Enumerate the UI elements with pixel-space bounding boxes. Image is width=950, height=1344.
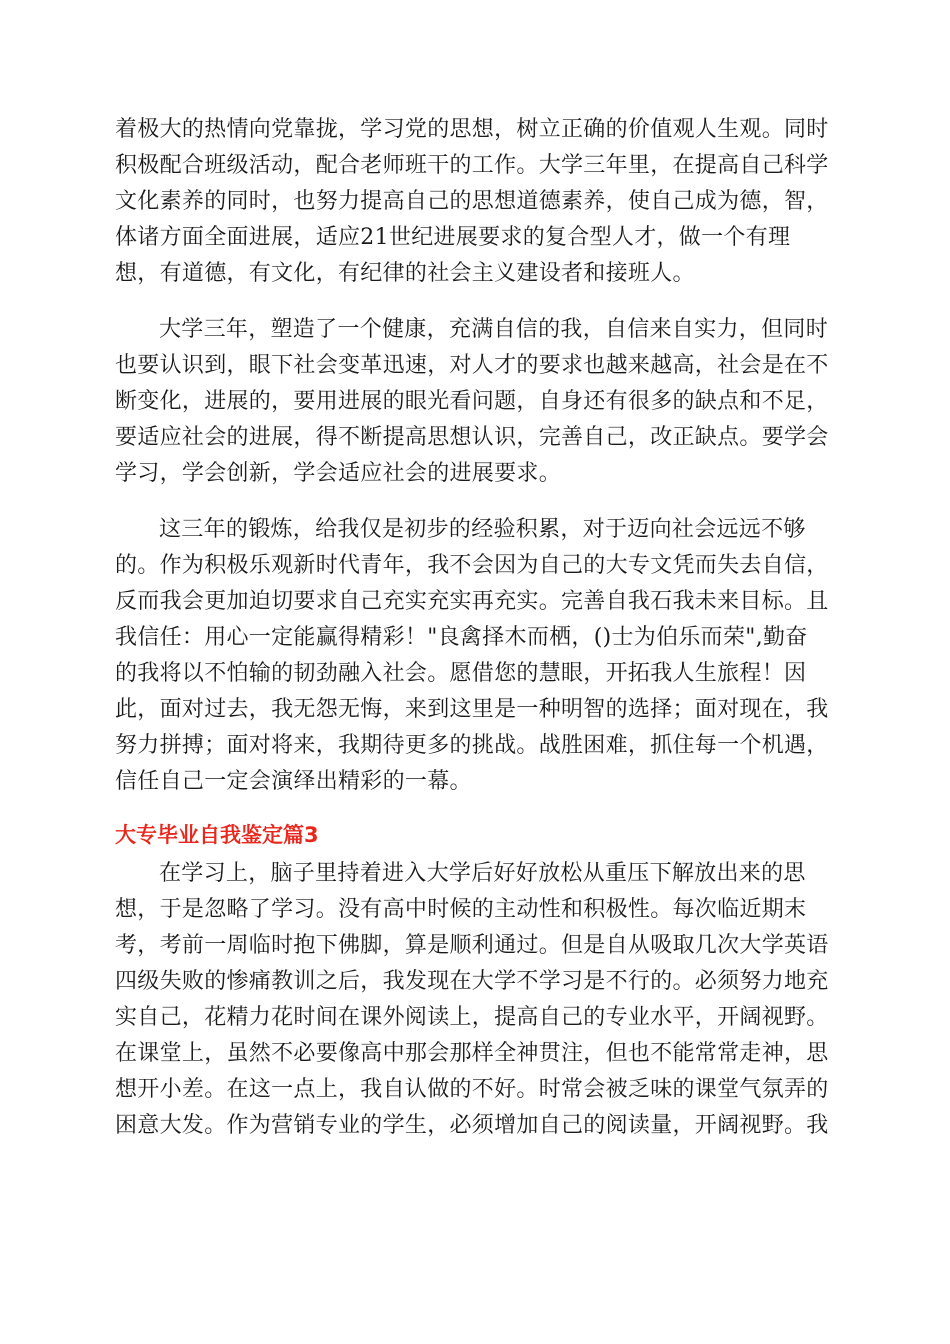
text-line: 在学习上，脑子里持着进入大学后好好放松从重压下解放出来的思 <box>159 861 806 886</box>
paragraph-4 <box>115 856 837 1144</box>
text-line: 的。作为积极乐观新时代青年，我不会因为自己的大专文凭而失去自信， <box>115 553 829 578</box>
text-line: 学习，学会创新，学会适应社会的进展要求。 <box>115 461 562 486</box>
text-line: 断变化，进展的，要用进展的眼光看问题，自身还有很多的缺点和不足， <box>115 389 829 414</box>
text-line: 信任自己一定会演绎出精彩的一幕。 <box>115 769 472 794</box>
text-line: 我信任：用心一定能赢得精彩！"良禽择木而栖，()士为伯乐而荣",勤奋 <box>115 625 808 650</box>
document-page <box>115 112 837 1144</box>
text-line: 想，于是忽略了学习。没有高中时候的主动性和积极性。每次临近期末 <box>115 897 807 922</box>
text-line: 实自己，花精力花时间在课外阅读上，提高自己的专业水平，开阔视野。 <box>115 1005 829 1030</box>
text-line: 这三年的锻炼，给我仅是初步的经验积累，对于迈向社会远远不够 <box>159 517 806 542</box>
text-line: 困意大发。作为营销专业的学生，必须增加自己的阅读量，开阔视野。我 <box>115 1113 829 1138</box>
text-line: 此，面对过去，我无怨无悔，来到这里是一种明智的选择；面对现在，我 <box>115 697 829 722</box>
text-line: 着极大的热情向党靠拢，学习党的思想，树立正确的价值观人生观。同时 <box>115 117 829 142</box>
text-line: 积极配合班级活动，配合老师班干的工作。大学三年里，在提高自己科学 <box>115 153 829 178</box>
text-line: 大学三年，塑造了一个健康，充满自信的我，自信来自实力，但同时 <box>159 317 829 342</box>
text-line: 要适应社会的进展，得不断提高思想认识，完善自己，改正缺点。要学会 <box>115 425 829 450</box>
paragraph-1 <box>115 112 837 292</box>
text-line: 的我将以不怕输的韧劲融入社会。愿借您的慧眼，开拓我人生旅程！因 <box>115 661 807 686</box>
text-line: 四级失败的惨痛教训之后，我发现在大学不学习是不行的。必须努力地充 <box>115 969 829 994</box>
paragraph-3 <box>115 512 837 800</box>
text-line: 想开小差。在这一点上，我自认做的不好。时常会被乏味的课堂气氛弄的 <box>115 1077 829 1102</box>
text-line: 体诸方面全面进展，适应21世纪进展要求的复合型人才，做一个有理 <box>115 225 791 250</box>
section-heading: 大专毕业自我鉴定篇3 <box>115 823 319 847</box>
text-line: 反而我会更加迫切要求自己充实充实再充实。完善自我石我未来目标。且 <box>115 589 829 614</box>
paragraph-2 <box>115 312 837 492</box>
text-line: 也要认识到，眼下社会变革迅速，对人才的要求也越来越高，社会是在不 <box>115 353 829 378</box>
text-line: 想，有道德，有文化，有纪律的社会主义建设者和接班人。 <box>115 261 695 286</box>
text-line: 考，考前一周临时抱下佛脚，算是顺利通过。但是自从吸取几次大学英语 <box>115 933 829 958</box>
text-line: 努力拼搏；面对将来，我期待更多的挑战。战胜困难，抓住每一个机遇， <box>115 733 829 758</box>
text-line: 文化素养的同时，也努力提高自己的思想道德素养，使自己成为德，智， <box>115 189 829 214</box>
text-line: 在课堂上，虽然不必要像高中那会那样全神贯注，但也不能常常走神，思 <box>115 1041 829 1066</box>
